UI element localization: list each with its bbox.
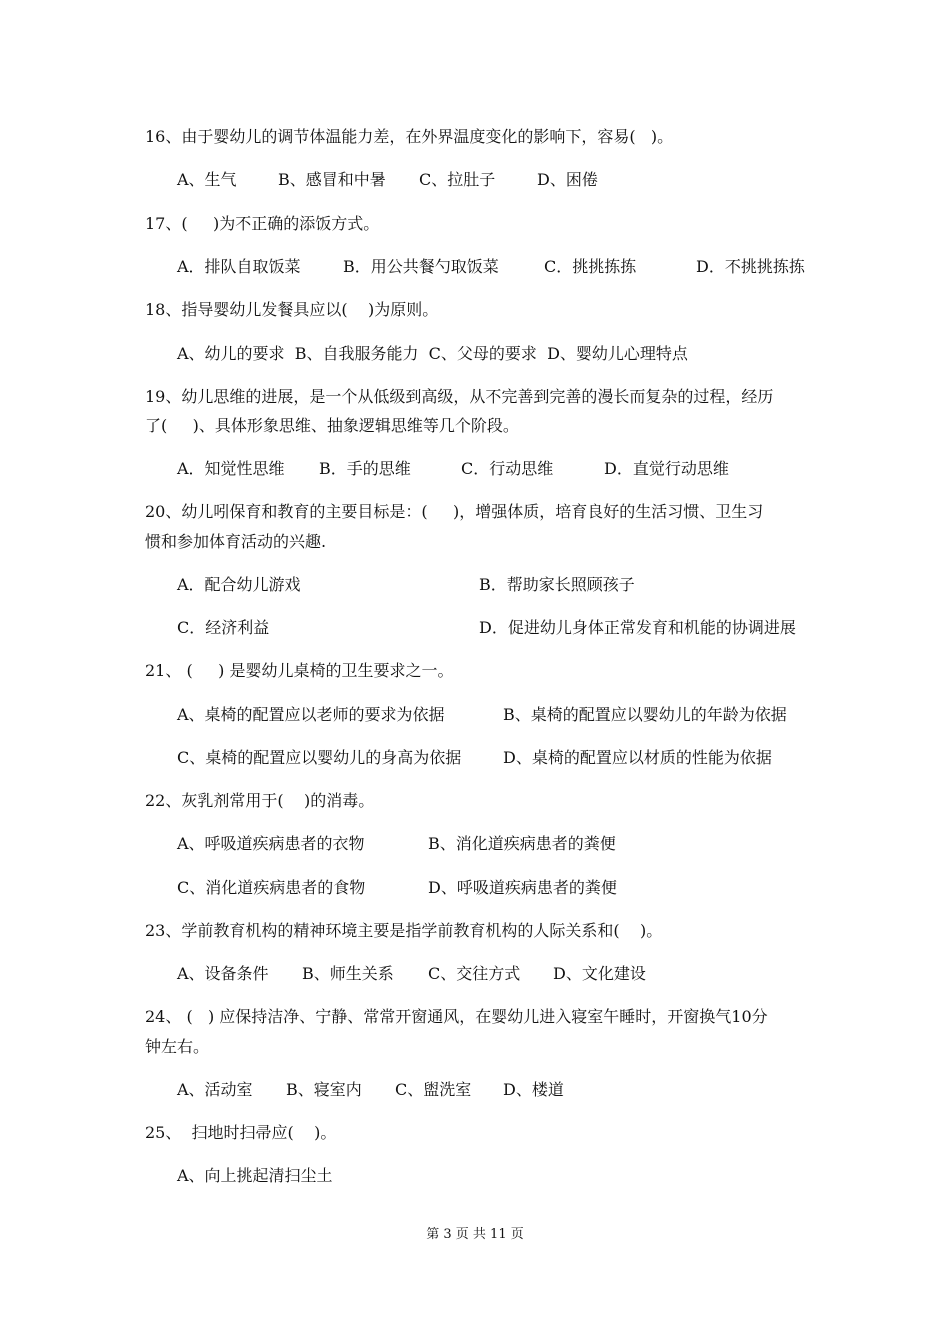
- text-line: C．挑挑拣拣: [544, 257, 637, 276]
- text-line: C、交往方式: [428, 964, 521, 983]
- text-line: B．手的思维: [319, 459, 411, 478]
- text-line: 25、 扫地时扫帚应( )。: [145, 1123, 337, 1142]
- text-line: 19、幼儿思维的进展，是一个从低级到高级，从不完善到完善的漫长而复杂的过程，经历: [145, 387, 774, 406]
- text-line: B．帮助家长照顾孩子: [479, 575, 635, 594]
- text-line: 23、学前教育机构的精神环境主要是指学前教育机构的人际关系和( )。: [145, 921, 663, 940]
- text-line: A、生气: [177, 170, 237, 189]
- text-line: A、幼儿的要求 B、自我服务能力 C、父母的要求 D、婴幼儿心理特点: [177, 344, 688, 363]
- text-line: B、感冒和中暑: [278, 170, 386, 189]
- text-line: C、桌椅的配置应以婴幼儿的身高为依据: [177, 748, 462, 767]
- text-line: 24、 ( ) 应保持洁净、宁静、常常开窗通风，在婴幼儿进入寝室午睡时，开窗换气10分: [145, 1007, 768, 1026]
- text-line: B、师生关系: [302, 964, 394, 983]
- text-line: A．排队自取饭菜: [177, 257, 301, 276]
- text-line: A．配合幼儿游戏: [177, 575, 301, 594]
- page-footer: 第 3 页 共 11 页: [426, 1227, 524, 1242]
- text-line: 16、由于婴幼儿的调节体温能力差，在外界温度变化的影响下，容易( )。: [145, 127, 674, 146]
- text-line: D、楼道: [503, 1080, 564, 1099]
- text-line: C．经济利益: [177, 618, 270, 637]
- text-line: A、活动室: [177, 1080, 253, 1099]
- text-line: B、寝室内: [286, 1080, 362, 1099]
- text-line: A、向上挑起清扫尘土: [177, 1166, 333, 1185]
- text-line: D、呼吸道疾病患者的粪便: [428, 878, 617, 897]
- text-line: A、设备条件: [177, 964, 269, 983]
- text-line: B、消化道疾病患者的粪便: [428, 834, 616, 853]
- text-line: C．行动思维: [461, 459, 554, 478]
- text-line: D、文化建设: [553, 964, 646, 983]
- text-line: A、桌椅的配置应以老师的要求为依据: [177, 705, 445, 724]
- text-line: 21、 ( ) 是婴幼儿桌椅的卫生要求之一。: [145, 661, 454, 680]
- text-line: 18、指导婴幼儿发餐具应以( )为原则。: [145, 300, 439, 319]
- text-line: B．用公共餐勺取饭菜: [343, 257, 499, 276]
- text-line: 20、幼儿吲保育和教育的主要目标是：( )，增强体质，培育良好的生活习惯、卫生习: [145, 502, 764, 521]
- text-line: 22、灰乳剂常用于( )的消毒。: [145, 791, 375, 810]
- text-line: D、困倦: [537, 170, 598, 189]
- text-line: 17、( )为不正确的添饭方式。: [145, 214, 380, 233]
- text-line: 了( )、具体形象思维、抽象逻辑思维等几个阶段。: [145, 416, 519, 435]
- text-line: C、盥洗室: [395, 1080, 472, 1099]
- text-line: C、消化道疾病患者的食物: [177, 878, 366, 897]
- text-line: D．直觉行动思维: [604, 459, 729, 478]
- text-line: 惯和参加体育活动的兴趣.: [145, 532, 327, 551]
- text-line: B、桌椅的配置应以婴幼儿的年龄为依据: [503, 705, 787, 724]
- text-line: D．促进幼儿身体正常发育和机能的协调进展: [479, 618, 796, 637]
- text-line: A．知觉性思维: [177, 459, 285, 478]
- text-line: D、桌椅的配置应以材质的性能为依据: [503, 748, 772, 767]
- text-line: D．不挑挑拣拣: [696, 257, 805, 276]
- text-line: A、呼吸道疾病患者的衣物: [177, 834, 365, 853]
- text-line: C、拉肚子: [419, 170, 496, 189]
- text-line: 钟左右。: [145, 1037, 210, 1056]
